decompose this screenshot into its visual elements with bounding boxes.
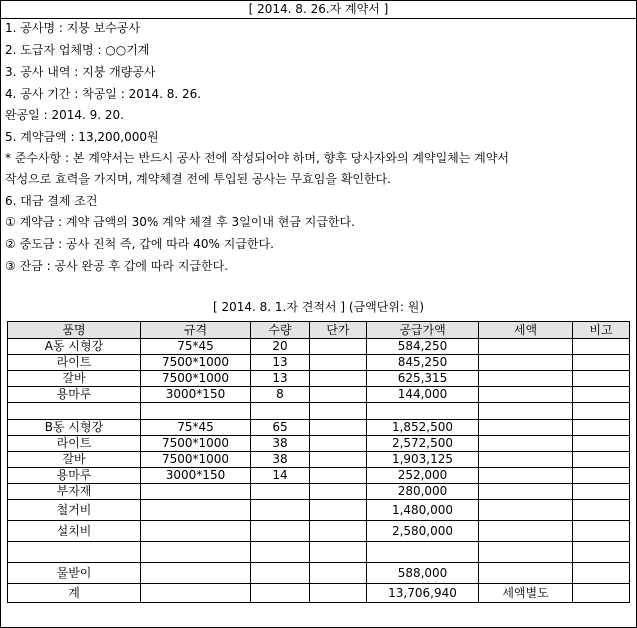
contract-line-start-date: 4. 공사 기간 : 착공일 : 2014. 8. 26. bbox=[5, 87, 202, 101]
cell-unit-price bbox=[310, 355, 367, 371]
header-item: 품명 bbox=[8, 322, 141, 339]
cell-tax bbox=[479, 355, 573, 371]
cell-qty bbox=[251, 563, 310, 584]
cell-tax bbox=[479, 542, 573, 563]
table-row-blank bbox=[8, 403, 630, 420]
cell-tax: 세액별도 bbox=[479, 584, 573, 603]
cell-remarks bbox=[573, 355, 630, 371]
cell-item bbox=[8, 542, 141, 563]
cell-supply-price bbox=[367, 542, 479, 563]
cell-spec bbox=[141, 584, 251, 603]
table-row bbox=[8, 468, 630, 484]
cell-qty bbox=[251, 584, 310, 603]
cell-item: 설치비 bbox=[8, 521, 141, 542]
cell-item: 부자재 bbox=[8, 484, 141, 500]
cell-remarks bbox=[573, 436, 630, 452]
cell-unit-price bbox=[310, 521, 367, 542]
contract-line-interim: ② 중도금 : 공사 진척 즉, 갑에 따라 40% 지급한다. bbox=[5, 237, 274, 251]
cell-qty: 38 bbox=[251, 452, 310, 468]
cell-tax bbox=[479, 468, 573, 484]
cell-unit-price bbox=[310, 436, 367, 452]
cell-remarks bbox=[573, 403, 630, 420]
contract-line-notice-2: 작성으로 효력을 가지며, 계약체결 전에 투입된 공사는 무효임을 확인한다. bbox=[5, 172, 391, 186]
cell-unit-price bbox=[310, 452, 367, 468]
cell-item: 철거비 bbox=[8, 500, 141, 521]
cell-item bbox=[8, 403, 141, 420]
cell-spec: 3000*150 bbox=[141, 468, 251, 484]
contract-line-end-date: 완공일 : 2014. 9. 20. bbox=[5, 108, 124, 122]
cell-supply-price: 2,572,500 bbox=[367, 436, 479, 452]
cell-qty: 65 bbox=[251, 420, 310, 436]
cell-qty bbox=[251, 542, 310, 563]
table-row bbox=[8, 563, 630, 584]
cell-spec bbox=[141, 563, 251, 584]
table-row bbox=[8, 339, 630, 355]
contract-line-deposit: ① 계약금 : 계약 금액의 30% 계약 체결 후 3일이내 현금 지급한다. bbox=[5, 215, 355, 229]
cell-remarks bbox=[573, 484, 630, 500]
cell-tax bbox=[479, 500, 573, 521]
contract-line-project-name: 1. 공사명 : 지붕 보수공사 bbox=[5, 21, 141, 35]
cell-unit-price bbox=[310, 584, 367, 603]
cell-supply-price: 252,000 bbox=[367, 468, 479, 484]
cell-tax bbox=[479, 563, 573, 584]
cell-qty bbox=[251, 500, 310, 521]
cell-spec: 7500*1000 bbox=[141, 436, 251, 452]
table-row bbox=[8, 500, 630, 521]
cell-remarks bbox=[573, 468, 630, 484]
cell-tax bbox=[479, 371, 573, 387]
cell-unit-price bbox=[310, 563, 367, 584]
cell-tax bbox=[479, 452, 573, 468]
cell-remarks bbox=[573, 371, 630, 387]
table-row bbox=[8, 387, 630, 403]
table-row bbox=[8, 484, 630, 500]
contract-line-payment-heading: 6. 대금 결제 조건 bbox=[5, 194, 98, 208]
cell-spec: 3000*150 bbox=[141, 387, 251, 403]
cell-item: B동 시형강 bbox=[8, 420, 141, 436]
cell-unit-price bbox=[310, 339, 367, 355]
cell-qty bbox=[251, 484, 310, 500]
cell-qty: 20 bbox=[251, 339, 310, 355]
cell-item: 갈바 bbox=[8, 452, 141, 468]
cell-unit-price bbox=[310, 403, 367, 420]
cell-spec: 7500*1000 bbox=[141, 355, 251, 371]
table-row bbox=[8, 452, 630, 468]
cell-spec bbox=[141, 542, 251, 563]
table-row bbox=[8, 436, 630, 452]
contract-line-work-details: 3. 공사 내역 : 지붕 개량공사 bbox=[5, 65, 156, 79]
cell-qty: 13 bbox=[251, 355, 310, 371]
cell-item: A동 시형강 bbox=[8, 339, 141, 355]
contract-line-amount: 5. 계약금액 : 13,200,000원 bbox=[5, 130, 159, 144]
quote-table bbox=[7, 321, 630, 603]
cell-remarks bbox=[573, 452, 630, 468]
cell-remarks bbox=[573, 563, 630, 584]
cell-supply-price bbox=[367, 403, 479, 420]
cell-qty: 14 bbox=[251, 468, 310, 484]
cell-qty: 13 bbox=[251, 371, 310, 387]
cell-tax bbox=[479, 484, 573, 500]
cell-spec bbox=[141, 484, 251, 500]
cell-supply-price: 280,000 bbox=[367, 484, 479, 500]
cell-spec: 7500*1000 bbox=[141, 452, 251, 468]
cell-tax bbox=[479, 420, 573, 436]
cell-item: 라이트 bbox=[8, 355, 141, 371]
cell-spec bbox=[141, 521, 251, 542]
cell-remarks bbox=[573, 521, 630, 542]
cell-supply-price: 625,315 bbox=[367, 371, 479, 387]
cell-spec: 7500*1000 bbox=[141, 371, 251, 387]
cell-item: 계 bbox=[8, 584, 141, 603]
table-header-row bbox=[8, 322, 630, 339]
cell-supply-price: 588,000 bbox=[367, 563, 479, 584]
cell-unit-price bbox=[310, 387, 367, 403]
table-row bbox=[8, 521, 630, 542]
cell-spec bbox=[141, 403, 251, 420]
table-row-total bbox=[8, 584, 630, 603]
header-supply-price: 공급가액 bbox=[367, 322, 479, 339]
cell-spec: 75*45 bbox=[141, 420, 251, 436]
cell-supply-price: 144,000 bbox=[367, 387, 479, 403]
cell-item: 라이트 bbox=[8, 436, 141, 452]
cell-remarks bbox=[573, 339, 630, 355]
cell-unit-price bbox=[310, 371, 367, 387]
cell-tax bbox=[479, 387, 573, 403]
cell-qty bbox=[251, 521, 310, 542]
cell-unit-price bbox=[310, 542, 367, 563]
cell-unit-price bbox=[310, 484, 367, 500]
cell-tax bbox=[479, 403, 573, 420]
cell-item: 물받이 bbox=[8, 563, 141, 584]
table-row bbox=[8, 420, 630, 436]
cell-remarks bbox=[573, 500, 630, 521]
cell-remarks bbox=[573, 542, 630, 563]
cell-supply-price: 2,580,000 bbox=[367, 521, 479, 542]
cell-tax bbox=[479, 436, 573, 452]
header-qty: 수량 bbox=[251, 322, 310, 339]
cell-spec bbox=[141, 500, 251, 521]
contract-line-contractor: 2. 도급자 업체명 : ○○기계 bbox=[5, 43, 150, 57]
cell-supply-price: 1,852,500 bbox=[367, 420, 479, 436]
header-unit-price: 단가 bbox=[310, 322, 367, 339]
cell-qty bbox=[251, 403, 310, 420]
table-row bbox=[8, 355, 630, 371]
cell-remarks bbox=[573, 584, 630, 603]
contract-line-notice-1: * 준수사항 : 본 계약서는 반드시 공사 전에 작성되어야 하며, 향후 당사자와의 계약일체는 계약서 bbox=[5, 151, 509, 165]
cell-tax bbox=[479, 521, 573, 542]
table-row-blank bbox=[8, 542, 630, 563]
cell-tax bbox=[479, 339, 573, 355]
table-row bbox=[8, 371, 630, 387]
cell-supply-price: 1,903,125 bbox=[367, 452, 479, 468]
header-tax: 세액 bbox=[479, 322, 573, 339]
cell-item: 갈바 bbox=[8, 371, 141, 387]
contract-title: [ 2014. 8. 26.자 계약서 ] bbox=[248, 2, 389, 16]
cell-remarks bbox=[573, 420, 630, 436]
cell-remarks bbox=[573, 387, 630, 403]
cell-unit-price bbox=[310, 500, 367, 521]
cell-qty: 8 bbox=[251, 387, 310, 403]
cell-unit-price bbox=[310, 420, 367, 436]
cell-supply-price: 584,250 bbox=[367, 339, 479, 355]
cell-unit-price bbox=[310, 468, 367, 484]
cell-item: 용마루 bbox=[8, 468, 141, 484]
quote-title: [ 2014. 8. 1.자 견적서 ] (금액단위: 원) bbox=[212, 300, 425, 314]
title-divider bbox=[1, 18, 636, 19]
contract-line-balance: ③ 잔금 : 공사 완공 후 갑에 따라 지급한다. bbox=[5, 259, 229, 273]
cell-spec: 75*45 bbox=[141, 339, 251, 355]
cell-item: 용마루 bbox=[8, 387, 141, 403]
header-spec: 규격 bbox=[141, 322, 251, 339]
header-remarks: 비고 bbox=[573, 322, 630, 339]
cell-supply-price: 845,250 bbox=[367, 355, 479, 371]
cell-supply-price: 1,480,000 bbox=[367, 500, 479, 521]
cell-supply-price: 13,706,940 bbox=[367, 584, 479, 603]
cell-qty: 38 bbox=[251, 436, 310, 452]
